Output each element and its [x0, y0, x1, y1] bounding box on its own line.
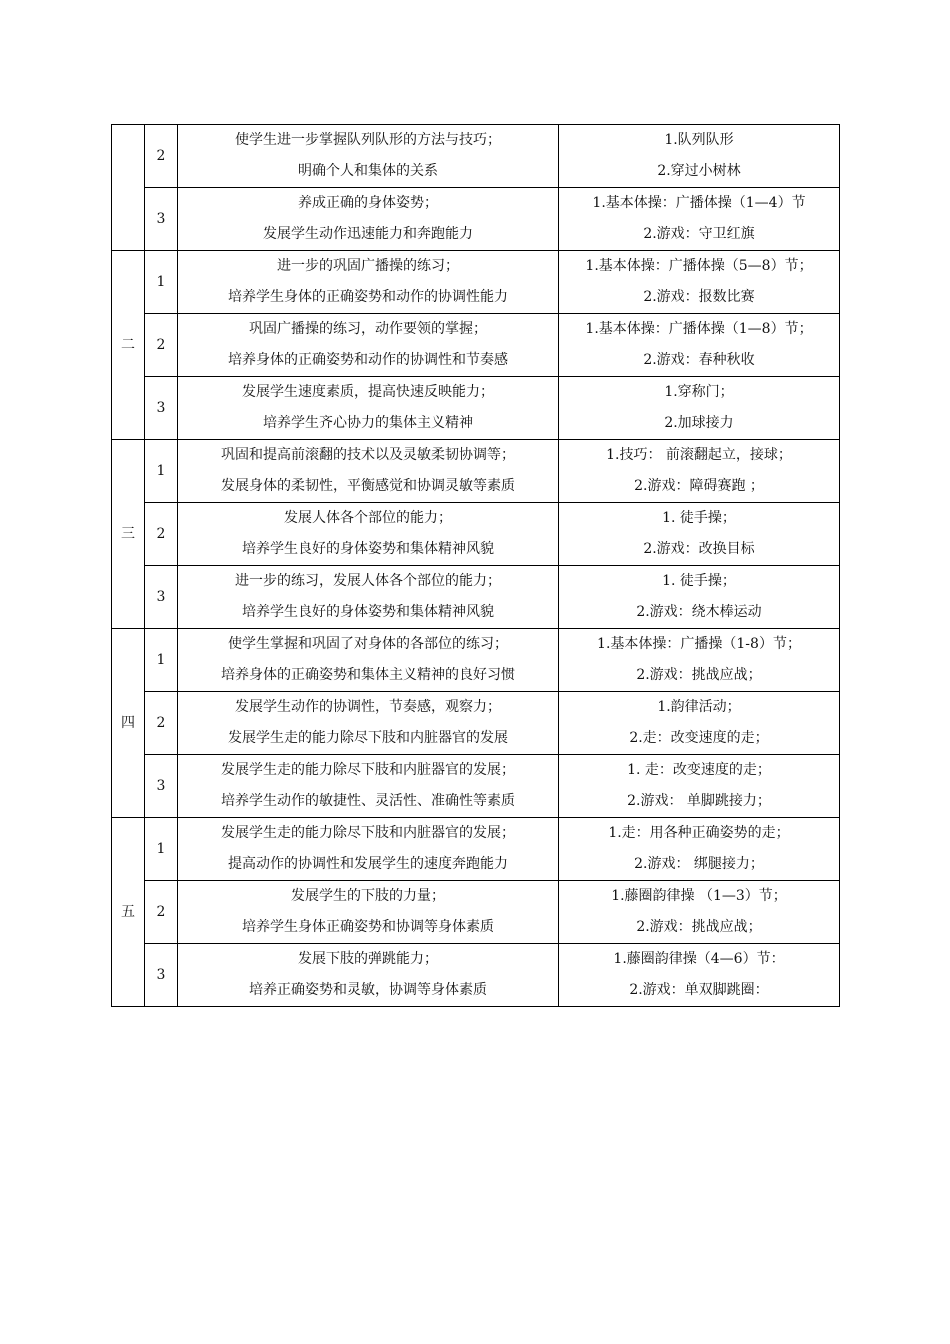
lesson-number: 3	[145, 566, 178, 629]
goal-line: 使学生进一步掌握队列队形的方法与技巧；	[235, 132, 501, 148]
lesson-content	[559, 503, 840, 566]
lesson-goals	[178, 629, 559, 692]
lesson-goals	[178, 818, 559, 881]
lesson-number: 1	[145, 251, 178, 314]
table-row	[112, 440, 840, 503]
table-row	[112, 944, 840, 1007]
lesson-number: 3	[145, 944, 178, 1007]
lesson-number: 3	[145, 188, 178, 251]
goal-line: 明确个人和集体的关系	[298, 163, 438, 179]
table-row	[112, 692, 840, 755]
content-line: 1.技巧： 前滚翻起立，接球；	[606, 447, 792, 463]
goal-line: 巩固和提高前滚翻的技术以及灵敏柔韧协调等；	[221, 447, 515, 463]
lesson-number: 2	[145, 503, 178, 566]
lesson-content	[559, 755, 840, 818]
table-row	[112, 251, 840, 314]
lesson-goals	[178, 251, 559, 314]
table-row	[112, 629, 840, 692]
goal-line: 发展人体各个部位的能力；	[284, 510, 452, 526]
content-line: 1.藤圈韵律操（4—6）节：	[613, 951, 785, 967]
goal-line: 进一步的练习，发展人体各个部位的能力；	[235, 573, 501, 589]
goal-line: 养成正确的身体姿势；	[298, 195, 438, 211]
content-line: 2.游戏：改换目标	[643, 541, 755, 557]
lesson-content	[559, 629, 840, 692]
content-line: 2.穿过小树林	[657, 163, 741, 179]
goal-line: 发展学生动作迅速能力和奔跑能力	[263, 226, 473, 242]
table-row	[112, 314, 840, 377]
table-row	[112, 377, 840, 440]
lesson-number: 1	[145, 629, 178, 692]
lesson-plan-body	[112, 125, 840, 1007]
lesson-content	[559, 125, 840, 188]
lesson-content	[559, 188, 840, 251]
content-line: 2.游戏：障碍赛跑 ；	[634, 478, 764, 494]
lesson-goals	[178, 503, 559, 566]
content-line: 1.基本体操：广播体操（1—4）节	[592, 195, 806, 211]
goal-line: 进一步的巩固广播操的练习；	[277, 258, 459, 274]
lesson-goals	[178, 755, 559, 818]
lesson-goals	[178, 440, 559, 503]
goal-line: 培养学生身体正确姿势和协调等身体素质	[242, 919, 494, 935]
lesson-content	[559, 944, 840, 1007]
content-line: 1.队列队形	[664, 132, 734, 148]
content-line: 1. 走：改变速度的走；	[627, 762, 771, 778]
table-row	[112, 755, 840, 818]
content-line: 1.穿称门；	[664, 384, 734, 400]
lesson-content	[559, 377, 840, 440]
goal-line: 培养学生动作的敏捷性、灵活性、准确性等素质	[221, 793, 515, 809]
lesson-number: 1	[145, 440, 178, 503]
goal-line: 使学生掌握和巩固了对身体的各部位的练习；	[228, 636, 508, 652]
goal-line: 培养身体的正确姿势和动作的协调性和节奏感	[228, 352, 508, 368]
lesson-number: 2	[145, 314, 178, 377]
content-line: 1.基本体操：广播体操（1—8）节；	[585, 321, 813, 337]
goal-line: 发展学生速度素质，提高快速反映能力；	[242, 384, 494, 400]
lesson-goals	[178, 314, 559, 377]
lesson-goals	[178, 881, 559, 944]
lesson-number: 2	[145, 125, 178, 188]
lesson-number: 1	[145, 818, 178, 881]
week-label: 二	[112, 251, 145, 440]
goal-line: 培养学生良好的身体姿势和集体精神风貌	[242, 604, 494, 620]
lesson-goals	[178, 188, 559, 251]
table-row	[112, 188, 840, 251]
content-line: 1.基本体操：广播操（1-8）节；	[597, 636, 801, 652]
content-line: 1.基本体操：广播体操（5—8）节；	[585, 258, 813, 274]
lesson-content	[559, 440, 840, 503]
content-line: 2.游戏：挑战应战；	[636, 667, 762, 683]
lesson-plan-table	[111, 124, 840, 1007]
week-label	[112, 125, 145, 251]
lesson-goals	[178, 944, 559, 1007]
table-row	[112, 881, 840, 944]
lesson-content	[559, 314, 840, 377]
content-line: 2.游戏： 绑腿接力；	[634, 856, 764, 872]
table-row	[112, 818, 840, 881]
content-line: 2.游戏： 单脚跳接力；	[627, 793, 771, 809]
content-line: 2.加球接力	[664, 415, 734, 431]
content-line: 2.游戏：绕木棒运动	[636, 604, 762, 620]
content-line: 1.韵律活动；	[657, 699, 741, 715]
content-line: 2.游戏：守卫红旗	[643, 226, 755, 242]
lesson-goals	[178, 125, 559, 188]
goal-line: 发展学生的下肢的力量；	[291, 888, 445, 904]
goal-line: 发展学生动作的协调性，节奏感，观察力；	[235, 699, 501, 715]
table-row	[112, 125, 840, 188]
week-label: 四	[112, 629, 145, 818]
goal-line: 发展身体的柔韧性，平衡感觉和协调灵敏等素质	[221, 478, 515, 494]
goal-line: 提高动作的协调性和发展学生的速度奔跑能力	[228, 856, 508, 872]
content-line: 2.游戏：报数比赛	[643, 289, 755, 305]
goal-line: 发展下肢的弹跳能力；	[298, 951, 438, 967]
week-label: 五	[112, 818, 145, 1007]
table-row	[112, 503, 840, 566]
content-line: 1.走：用各种正确姿势的走；	[608, 825, 790, 841]
goal-line: 发展学生走的能力除尽下肢和内脏器官的发展；	[221, 825, 515, 841]
week-label: 三	[112, 440, 145, 629]
content-line: 1. 徒手操；	[662, 573, 736, 589]
goal-line: 培养学生良好的身体姿势和集体精神风貌	[242, 541, 494, 557]
lesson-goals	[178, 566, 559, 629]
lesson-content	[559, 692, 840, 755]
lesson-number: 2	[145, 881, 178, 944]
content-line: 2.游戏：春种秋收	[643, 352, 755, 368]
goal-line: 培养学生齐心协力的集体主义精神	[263, 415, 473, 431]
goal-line: 巩固广播操的练习，动作要领的掌握；	[249, 321, 487, 337]
lesson-content	[559, 881, 840, 944]
lesson-number: 2	[145, 692, 178, 755]
lesson-goals	[178, 377, 559, 440]
content-line: 2.游戏：单双脚跳圈：	[629, 982, 769, 998]
goal-line: 发展学生走的能力除尽下肢和内脏器官的发展	[228, 730, 508, 746]
lesson-goals	[178, 692, 559, 755]
goal-line: 培养身体的正确姿势和集体主义精神的良好习惯	[221, 667, 515, 683]
lesson-content	[559, 818, 840, 881]
goal-line: 发展学生走的能力除尽下肢和内脏器官的发展；	[221, 762, 515, 778]
lesson-content	[559, 251, 840, 314]
goal-line: 培养正确姿势和灵敏，协调等身体素质	[249, 982, 487, 998]
lesson-number: 3	[145, 755, 178, 818]
content-line: 1.藤圈韵律操 （1—3）节；	[611, 888, 787, 904]
lesson-number: 3	[145, 377, 178, 440]
content-line: 1. 徒手操；	[662, 510, 736, 526]
table-row	[112, 566, 840, 629]
goal-line: 培养学生身体的正确姿势和动作的协调性能力	[228, 289, 508, 305]
content-line: 2.游戏：挑战应战；	[636, 919, 762, 935]
lesson-content	[559, 566, 840, 629]
content-line: 2.走：改变速度的走；	[629, 730, 769, 746]
